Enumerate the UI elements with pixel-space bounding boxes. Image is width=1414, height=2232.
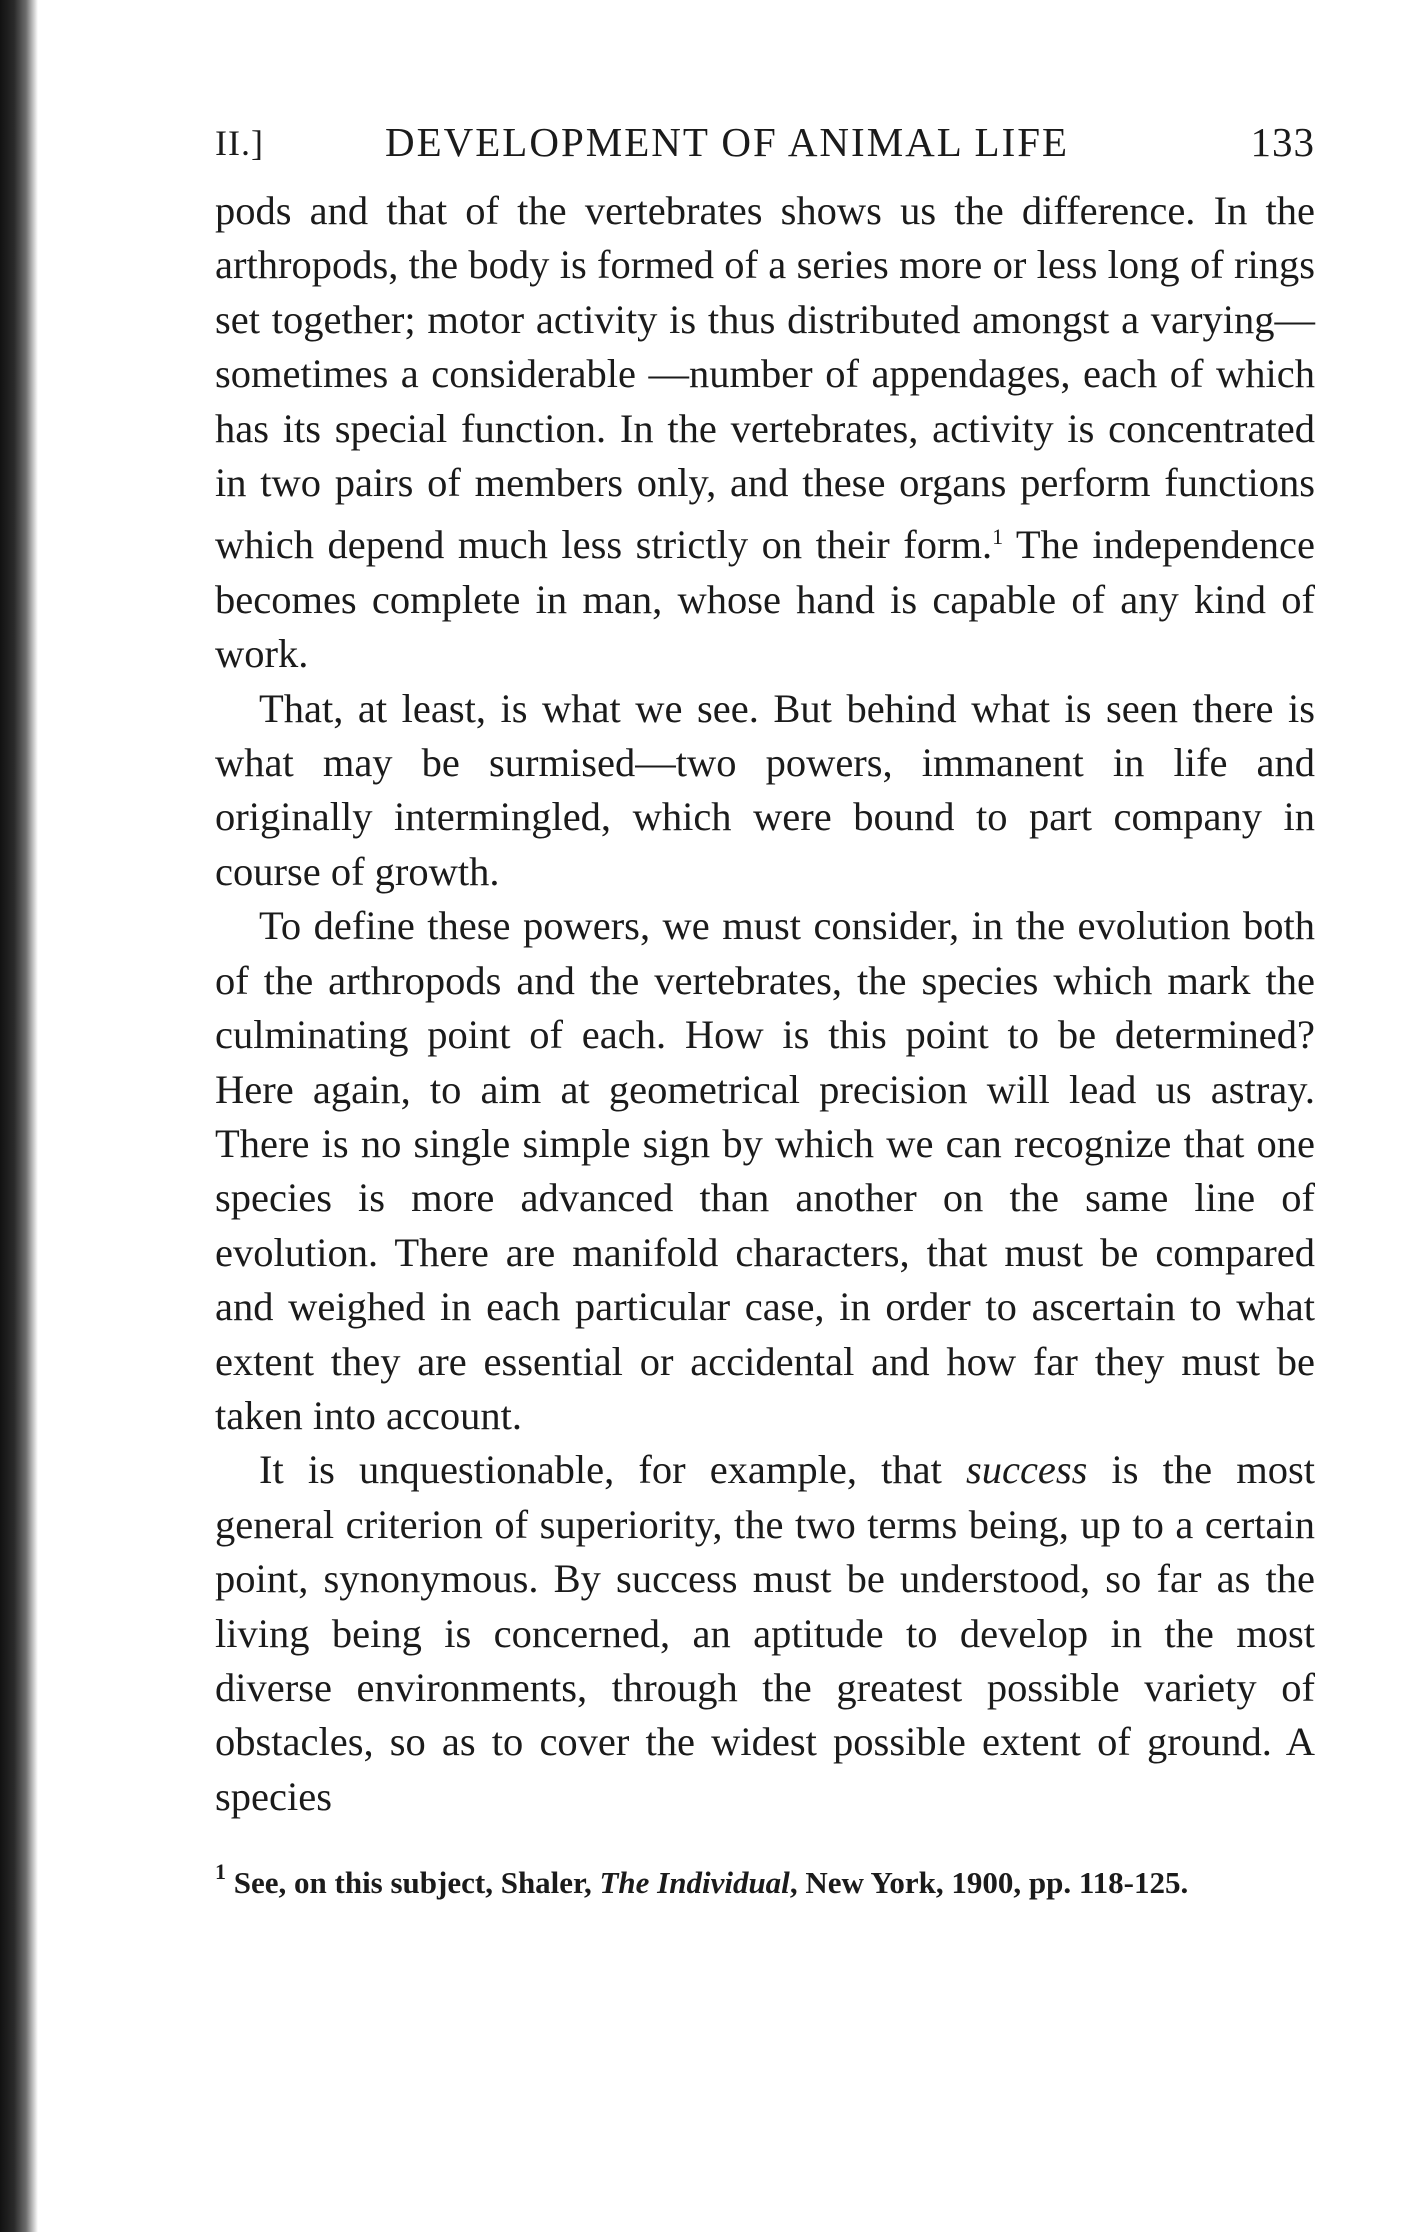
- section-marker: II.]: [215, 123, 264, 163]
- paragraph-1-text-b: The independence becomes complete in man, whose hand is capable of any kind of work.: [215, 522, 1315, 677]
- running-header: [215, 118, 1315, 178]
- footnote-book-title: The Individual: [599, 1865, 790, 1901]
- paragraph-4-text-a: It is unquestionable, for example, that: [259, 1447, 966, 1493]
- scan-page-edge: [0, 0, 38, 2232]
- footnote: [215, 1850, 1315, 1905]
- paragraph-2: That, at least, is what we see. But behind what is seen there is what may be surmised—two powers, immanent in life and originally intermingled, which were bound to part company in course of growth.: [215, 685, 1315, 894]
- footnote-marker: 1: [215, 1859, 226, 1885]
- footnote-text-b: , New York, 1900, pp. 118-125.: [789, 1865, 1189, 1901]
- paragraph-4: [215, 1443, 1315, 1824]
- footnote-text-a: See, on this subject, Shaler,: [226, 1865, 600, 1901]
- paragraph-1-text-a: pods and that of the vertebrates shows us the difference. In the arthropods, the body is formed of a series more or less long of rings set together; motor activity is thus distributed amongst a varying—sometimes a considerable —number of appendages, each of which has its special function. In the vertebrates, activity is concentrated in two pairs of members only, and these organs perform functions which depend much less strictly on their form.: [215, 188, 1315, 568]
- emphasis-success: success: [965, 1447, 1088, 1493]
- paragraph-3: To define these powers, we must consider, in the evolution both of the arthropods and the vertebrates, the species which mark the culminating point of each. How is this point to be determined? Here again, to aim at geometrical precision will lead us astray. There is no single simple sign by which we can recognize that one species is more advanced than another on the same line of evolution. There are manifold characters, that must be compared and weighed in each particular case, in order to ascertain to what extent they are essential or accidental and how far they must be taken into account.: [215, 903, 1315, 1438]
- running-title: DEVELOPMENT OF ANIMAL LIFE: [385, 119, 1070, 165]
- footnote-reference[interactable]: 1: [992, 524, 1004, 550]
- paragraph-1: [215, 184, 1315, 682]
- book-page: [215, 118, 1315, 1905]
- paragraph-4-text-b: is the most general criterion of superiority, the two terms being, up to a certain point, synonymous. By success must be understood, so far as the living being is concerned, an aptitude to develop in the most diverse environments, through the greatest possible variety of obstacles, so as to cover the widest possible extent of ground. A species: [215, 1447, 1315, 1819]
- body-text: [215, 184, 1315, 1824]
- page-number: 133: [1250, 119, 1315, 165]
